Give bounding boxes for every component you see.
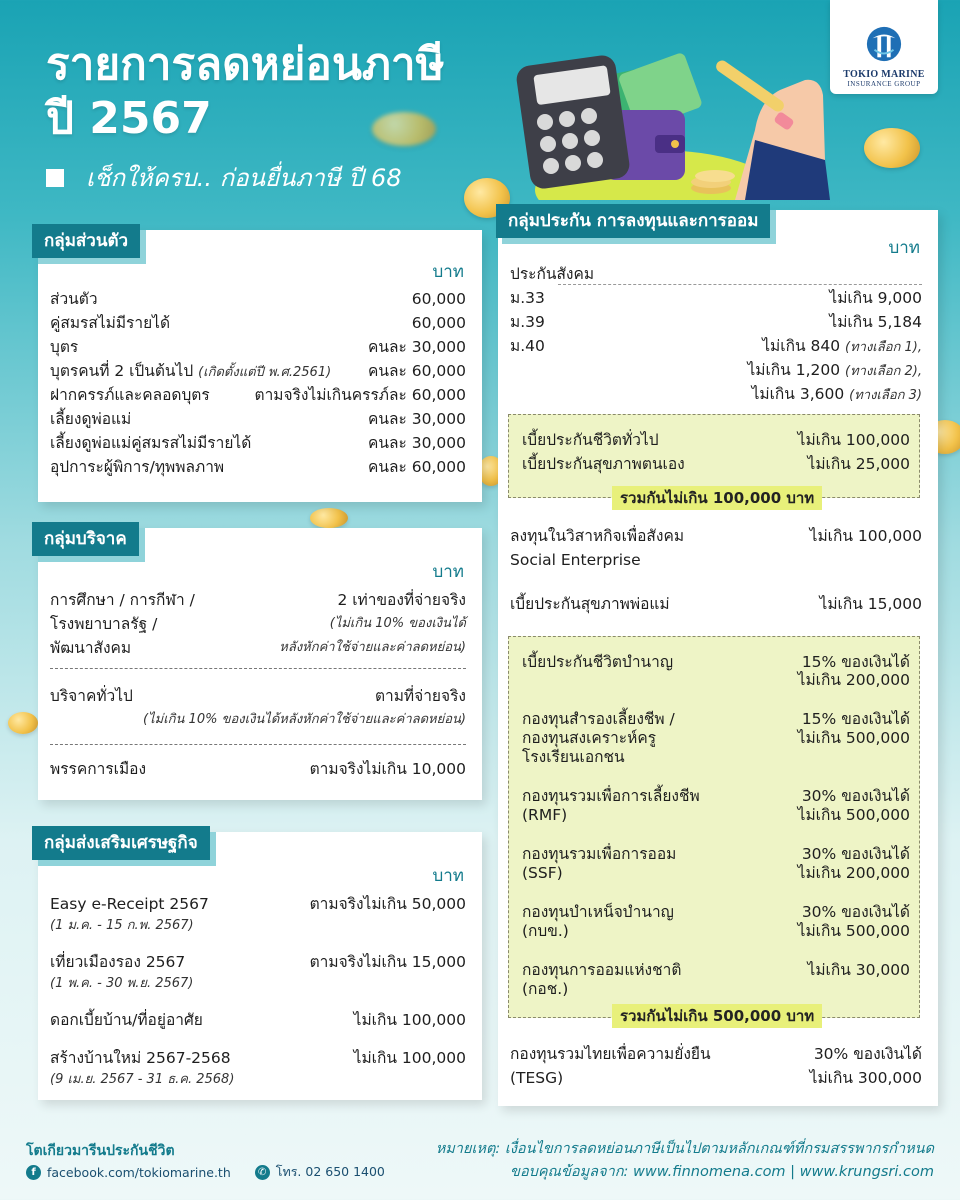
row-label: กองทุนรวมเพื่อการออม (522, 845, 677, 863)
list-item (50, 431, 466, 455)
row-label: (RMF) (522, 806, 568, 824)
list-item (50, 612, 466, 636)
unit-label: บาท (888, 238, 920, 258)
row-value: ตามจริงไม่เกิน 10,000 (309, 760, 466, 778)
personal-group-heading: กลุ่มส่วนตัว (32, 224, 140, 258)
insurance-group-card (498, 210, 938, 1106)
row-label: กองทุนการออมแห่งชาติ (522, 961, 682, 979)
list-item (50, 950, 466, 974)
footer-brand: โตเกียวมารีนประกันชีวิต (26, 1143, 175, 1159)
page-title (46, 38, 445, 146)
row-label: บุตร (50, 338, 79, 356)
row-label: (TESG) (510, 1069, 564, 1087)
row-note: (ทางเลือก 3) (849, 388, 922, 403)
title-line-1: รายการลดหย่อนภาษี (46, 39, 445, 90)
row-label: ม.39 (510, 313, 545, 331)
donation-group-card (38, 528, 482, 800)
row-value: ตามจริงไม่เกิน 15,000 (309, 953, 466, 971)
row-note: (1 พ.ค. - 30 พ.ย. 2567) (50, 976, 194, 991)
unit-label: บาท (432, 262, 464, 282)
row-value: 60,000 (411, 290, 466, 308)
row-value: ไม่เกิน 3,600 (751, 385, 845, 403)
list-item (522, 861, 910, 885)
row-label: กองทุนรวมไทยเพื่อความยั่งยืน (510, 1045, 711, 1063)
facebook-icon: f (26, 1165, 41, 1180)
row-label: อุปการะผู้พิการ/ทุพพลภาพ (50, 458, 225, 476)
row-value: ไม่เกิน 15,000 (819, 595, 922, 613)
row-label: โรงพยาบาลรัฐ / (50, 615, 158, 633)
coin-decoration (8, 712, 38, 734)
donation-group-heading: กลุ่มบริจาค (32, 522, 139, 556)
tokio-marine-logo (830, 0, 938, 94)
row-value: 30% ของเงินได้ (801, 903, 910, 921)
list-item (522, 452, 910, 476)
row-label: เบี้ยประกันสุขภาพพ่อแม่ (510, 595, 670, 613)
combined-limit-label: รวมกันไม่เกิน 500,000 บาท (612, 1004, 822, 1028)
subtitle-text: เช็กให้ครบ.. ก่อนยื่นภาษี ปี 68 (86, 164, 402, 192)
subtitle (46, 158, 402, 197)
row-note: หลังหักค่าใช้จ่ายและค่าลดหย่อน) (279, 640, 466, 655)
list-item (522, 919, 910, 943)
row-value: 30% ของเงินได้ (801, 845, 910, 863)
list-item (50, 335, 466, 359)
list-item (510, 524, 922, 548)
row-value: ไม่เกิน 100,000 (353, 1011, 466, 1029)
row-label: ม.33 (510, 289, 545, 307)
economic-group-heading: กลุ่มส่งเสริมเศรษฐกิจ (32, 826, 210, 860)
row-label: บริจาคทั่วไป (50, 687, 133, 705)
row-value: ตามที่จ่ายจริง (374, 687, 466, 705)
row-value: ตามจริงไม่เกินครรภ์ละ 60,000 (254, 386, 466, 404)
row-label: ลงทุนในวิสาหกิจเพื่อสังคม (510, 527, 685, 545)
logo-name: TOKIO MARINE (843, 69, 925, 80)
list-item (510, 1042, 922, 1066)
row-value: คนละ 30,000 (368, 410, 466, 428)
list-item (50, 588, 466, 612)
list-item (522, 428, 910, 452)
row-label: เลี้ยงดูพ่อแม่คู่สมรสไม่มีรายได้ (50, 434, 252, 452)
row-label: กองทุนบำเหน็จบำนาญ (522, 903, 674, 921)
phone-icon: ✆ (255, 1165, 270, 1180)
facebook-link[interactable]: facebook.com/tokiomarine.th (47, 1164, 231, 1180)
row-label: เบี้ยประกันชีวิตบำนาญ (522, 653, 674, 671)
list-item (522, 977, 910, 1001)
row-label: บุตรคนที่ 2 เป็นต้นไป (50, 362, 194, 380)
logo-sub: INSURANCE GROUP (847, 80, 921, 88)
row-value: ไม่เกิน 840 (762, 337, 841, 355)
personal-group-card (38, 230, 482, 502)
footer-contact (26, 1162, 385, 1182)
bullet-square-icon (46, 169, 64, 187)
row-value: ไม่เกิน 100,000 (797, 431, 910, 449)
dashed-divider (50, 744, 466, 745)
row-value: ไม่เกิน 1,200 (747, 361, 841, 379)
coin-decoration (864, 128, 920, 168)
row-label: (กอช.) (522, 980, 569, 998)
list-item (510, 262, 922, 286)
row-value: 2 เท่าของที่จ่ายจริง (337, 591, 466, 609)
list-item (510, 382, 922, 408)
unit-label: บาท (432, 866, 464, 886)
list-item (50, 311, 466, 335)
list-item (50, 684, 466, 708)
row-label: เที่ยวเมืองรอง 2567 (50, 953, 186, 971)
row-value: ไม่เกิน 200,000 (797, 864, 910, 882)
list-item (50, 455, 466, 479)
list-item (50, 287, 466, 311)
row-value: ไม่เกิน 500,000 (797, 922, 910, 940)
row-value: 15% ของเงินได้ (801, 653, 910, 671)
row-note: (ทางเลือก 2), (845, 364, 922, 379)
row-value: คนละ 60,000 (368, 362, 466, 380)
list-item (50, 972, 466, 996)
logo-mark-icon (865, 25, 903, 63)
row-note: (ไม่เกิน 10% ของเงินได้หลังหักค่าใช้จ่ายและค่าลดหย่อน) (143, 712, 466, 727)
row-label: พรรคการเมือง (50, 760, 147, 778)
row-label: (SSF) (522, 864, 563, 882)
row-value: ไม่เกิน 100,000 (353, 1049, 466, 1067)
list-item (522, 668, 910, 692)
list-item (522, 745, 910, 769)
footer-note-line-1: หมายเหตุ: เงื่อนไขการลดหย่อนภาษีเป็นไปตามหลักเกณฑ์ที่กรมสรรพากรกำหนด (435, 1141, 934, 1157)
row-label: Easy e-Receipt 2567 (50, 895, 209, 913)
row-value: ไม่เกิน 200,000 (797, 671, 910, 689)
list-item (50, 914, 466, 938)
list-item (50, 359, 466, 385)
list-item (50, 757, 466, 781)
calculator-wallet-illustration (505, 40, 830, 200)
list-item (522, 803, 910, 827)
row-note: (9 เม.ย. 2567 - 31 ธ.ค. 2568) (50, 1072, 235, 1087)
row-value: ไม่เกิน 5,184 (829, 313, 922, 331)
footer-note-line-2: ขอบคุณข้อมูลจาก: www.finnomena.com | www.krungsri.com (510, 1164, 934, 1180)
row-note: (ไม่เกิน 10% ของเงินได้ (329, 616, 466, 631)
list-item (510, 1066, 922, 1090)
row-label: เลี้ยงดูพ่อแม่ (50, 410, 132, 428)
list-item (510, 310, 922, 334)
unit-label: บาท (432, 562, 464, 582)
row-label: Social Enterprise (510, 551, 641, 569)
row-value: ไม่เกิน 100,000 (809, 527, 922, 545)
row-label: ฝากครรภ์และคลอดบุตร (50, 386, 210, 404)
list-item (50, 636, 466, 660)
list-item (510, 358, 922, 384)
list-item (50, 383, 466, 407)
row-value: 30% ของเงินได้ (813, 1045, 922, 1063)
row-value: คนละ 30,000 (368, 434, 466, 452)
row-value: 30% ของเงินได้ (801, 787, 910, 805)
row-label: ส่วนตัว (50, 290, 98, 308)
list-item (50, 1046, 466, 1070)
row-label: พัฒนาสังคม (50, 639, 132, 657)
title-line-2: ปี 2567 (46, 93, 212, 144)
list-item (510, 286, 922, 310)
row-label: ม.40 (510, 337, 545, 355)
coin-decoration (310, 508, 348, 528)
row-label: เบี้ยประกันสุขภาพตนเอง (522, 455, 685, 473)
list-item (50, 1068, 466, 1092)
row-label: สร้างบ้านใหม่ 2567-2568 (50, 1049, 231, 1067)
combined-limit-label: รวมกันไม่เกิน 100,000 บาท (612, 486, 822, 510)
row-value: 60,000 (411, 314, 466, 332)
row-value: คนละ 30,000 (368, 338, 466, 356)
row-value: ไม่เกิน 300,000 (809, 1069, 922, 1087)
row-label: กองทุนรวมเพื่อการเลี้ยงชีพ (522, 787, 700, 805)
row-label: โรงเรียนเอกชน (522, 748, 625, 766)
row-value: ไม่เกิน 30,000 (807, 961, 910, 979)
row-value: ไม่เกิน 500,000 (797, 729, 910, 747)
row-label: ดอกเบี้ยบ้าน/ที่อยู่อาศัย (50, 1011, 203, 1029)
row-value: คนละ 60,000 (368, 458, 466, 476)
row-note: (ทางเลือก 1), (845, 340, 922, 355)
row-value: ไม่เกิน 25,000 (807, 455, 910, 473)
row-label: เบี้ยประกันชีวิตทั่วไป (522, 431, 659, 449)
row-value: ไม่เกิน 500,000 (797, 806, 910, 824)
list-item (510, 592, 922, 616)
dashed-divider (50, 668, 466, 669)
list-item (50, 708, 466, 732)
row-label: ประกันสังคม (510, 265, 595, 283)
row-label: (กบข.) (522, 922, 569, 940)
list-item (510, 548, 922, 572)
list-item (510, 334, 922, 360)
row-note: (1 ม.ค. - 15 ก.พ. 2567) (50, 918, 194, 933)
dashed-divider (558, 284, 922, 285)
list-item (50, 1008, 466, 1032)
economic-group-card (38, 832, 482, 1100)
row-label: กองทุนสำรองเลี้ยงชีพ / (522, 710, 675, 728)
list-item (50, 892, 466, 916)
row-value: ตามจริงไม่เกิน 50,000 (309, 895, 466, 913)
row-value: ไม่เกิน 9,000 (829, 289, 922, 307)
row-label: กองทุนสงเคราะห์ครู (522, 729, 657, 747)
row-value: 15% ของเงินได้ (801, 710, 910, 728)
row-note: (เกิดตั้งแต่ปี พ.ศ.2561) (198, 365, 332, 380)
row-label: คู่สมรสไม่มีรายได้ (50, 314, 171, 332)
phone-number: โทร. 02 650 1400 (275, 1164, 385, 1179)
insurance-group-heading: กลุ่มประกัน การลงทุนและการออม (496, 204, 770, 238)
footer-note (436, 1138, 934, 1184)
list-item (50, 407, 466, 431)
row-label: การศึกษา / การกีฬา / (50, 591, 195, 609)
